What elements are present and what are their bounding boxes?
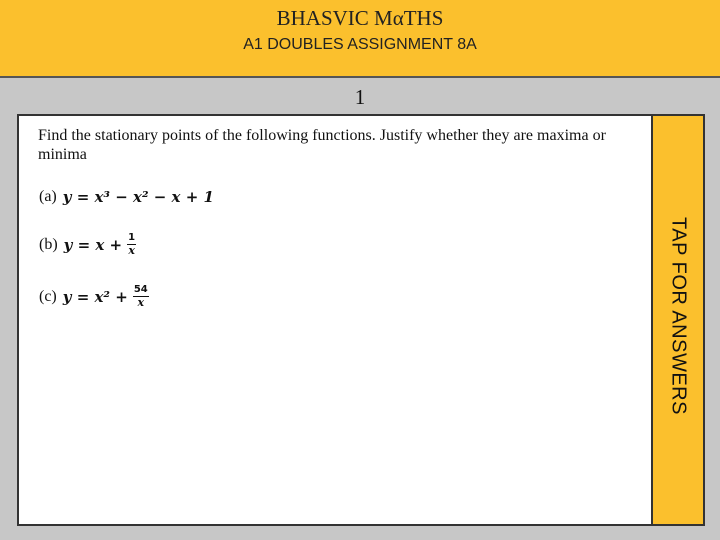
question-part-c [39, 284, 149, 309]
fraction-numerator-b: 1 [128, 232, 136, 243]
page-number: 1 [354, 85, 366, 109]
fraction-denominator-b: x [128, 244, 135, 257]
tap-for-answers-label: TAP FOR ANSWERS [667, 217, 690, 415]
question-part-b [39, 232, 136, 257]
question-card [17, 114, 705, 526]
part-expression-b: y = x + [63, 235, 123, 254]
fraction-c [133, 284, 149, 309]
part-expression-a: y = x³ − x² − x + 1 [62, 188, 214, 206]
fraction-numerator-c: 54 [133, 284, 148, 295]
header-banner [0, 0, 720, 78]
assignment-subtitle: A1 DOUBLES ASSIGNMENT 8A [243, 36, 477, 53]
tap-for-answers-button[interactable] [651, 116, 703, 524]
part-label-a: (a) [39, 188, 57, 205]
fraction-denominator-c: x [137, 296, 145, 309]
question-instruction: Find the stationary points of the following functions. Justify whether they are maxima or minima [38, 127, 606, 163]
question-part-a [39, 188, 214, 206]
page-title: BHASVIC MαTHS [276, 6, 444, 30]
part-label-c: (c) [39, 287, 57, 305]
part-label-b: (b) [39, 235, 58, 253]
part-expression-c: y = x² + [62, 287, 128, 306]
fraction-b [127, 232, 136, 257]
